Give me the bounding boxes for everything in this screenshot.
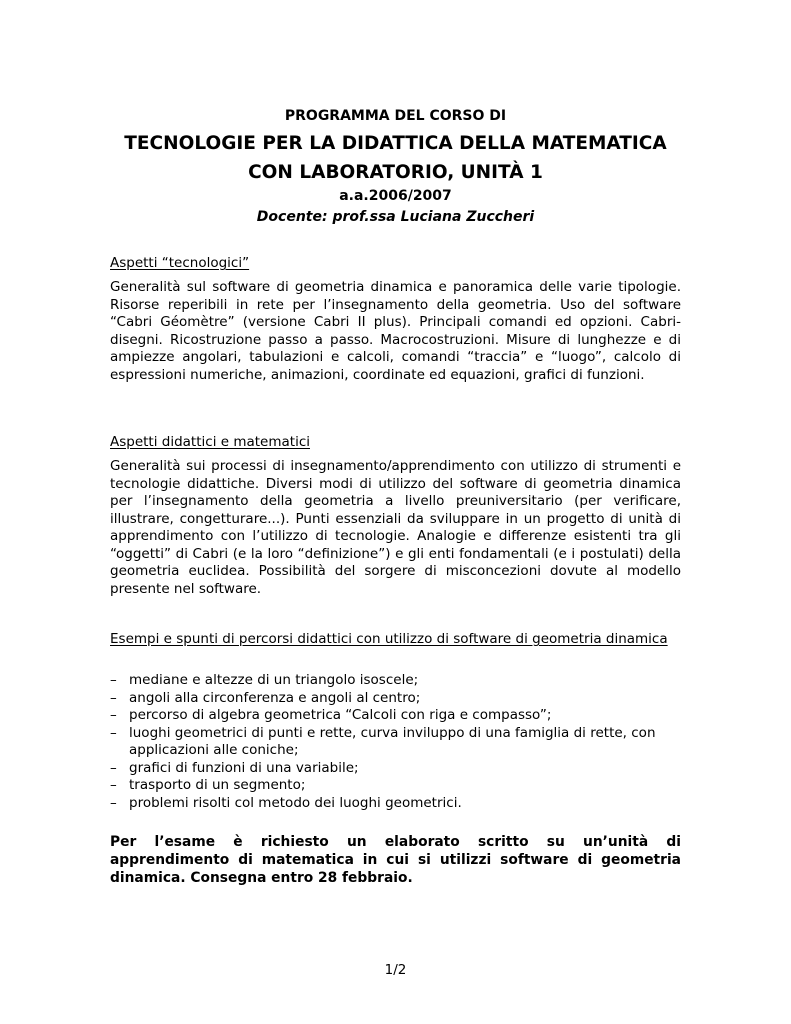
list-item-text: percorso di algebra geometrica “Calcoli con riga e compasso”; [129,707,552,723]
list-item [110,707,685,725]
list-item [110,690,685,708]
bullet-dash: – [110,759,117,776]
list-item [110,777,685,795]
course-title-line-2: CON LABORATORIO, UNITÀ 1 [248,162,543,183]
bullet-dash: – [110,689,117,706]
list-item [110,672,685,690]
section-title-examples: Esempi e spunti di percorsi didattici con utilizzo di software di geometria dinamica [110,631,668,647]
bullet-dash: – [110,794,117,811]
list-item-text: luoghi geometrici di punti e rette, curva inviluppo di una famiglia di rette, con applicazioni alle coniche; [129,724,656,758]
academic-year: a.a.2006/2007 [339,188,452,204]
list-item-text: trasporto di un segmento; [129,777,306,793]
section-body-technological: Generalità sul software di geometria dinamica e panoramica delle varie tipologie. Risorse reperibili in rete per l’insegnamento della geometria. Uso del software “Cabri Géomètre” (versione Cabri II plus). Principali comandi ed opzioni. Cabri-disegni. Ricostruzione passo a passo. Macrocostruzioni. Misure di lunghezze e di ampiezze angolari, tabulazioni e calcoli, comandi “traccia” e “luogo”, calcolo di espressioni numeriche, animazioni, coordinate ed equazioni, grafici di funzioni. [110,279,681,383]
list-item-text: problemi risolti col metodo dei luoghi geometrici. [129,794,462,811]
bullet-dash: – [110,777,117,793]
section-title-technological: Aspetti “tecnologici” [110,255,250,271]
list-item [110,760,685,778]
list-item-text: mediane e altezze di un triangolo isoscele; [129,672,419,688]
list-item-text: angoli alla circonferenza e angoli al centro; [129,689,421,706]
bullet-dash: – [110,672,117,688]
section-title-didactic: Aspetti didattici e matematici [110,434,310,450]
page-number: 1/2 [384,962,407,978]
list-item [110,725,685,760]
list-item-text: grafici di funzioni di una variabile; [129,759,359,776]
exam-note: Per l’esame è richiesto un elaborato scritto su un’unità di apprendimento di matematica in cui si utilizzi software di geometria dinamica. Consegna entro 28 febbraio. [110,834,681,886]
course-title-line-1: TECNOLOGIE PER LA DIDATTICA DELLA MATEMATICA [124,133,667,154]
section-body-didactic: Generalità sui processi di insegnamento/apprendimento con utilizzo di strumenti e tecnologie didattiche. Diversi modi di utilizzo del software di geometria dinamica per l’insegnamento della geometria a livello preuniversitario (per verificare, illustrare, congetturare...). Punti essenziali da sviluppare in un progetto di unità di apprendimento con l’utilizzo di tecnologie. Analogie e differenze esistenti tra gli “oggetti” di Cabri (e la loro “definizione”) e gli enti fondamentali (e i postulati) della geometria euclidea. Possibilità del sorgere di misconcezioni dovute al modello presente nel software. [110,458,681,597]
examples-list [110,672,685,812]
teacher-name: Docente: prof.ssa Luciana Zuccheri [256,209,535,225]
bullet-dash: – [110,707,117,723]
list-item [110,795,685,813]
bullet-dash: – [110,724,117,741]
course-pre-title: PROGRAMMA DEL CORSO DI [284,108,507,124]
